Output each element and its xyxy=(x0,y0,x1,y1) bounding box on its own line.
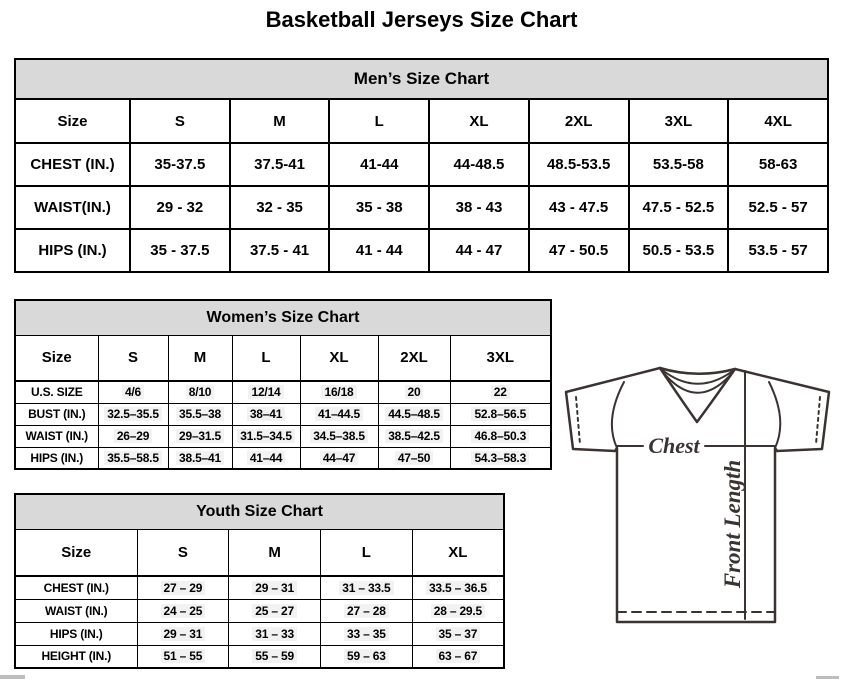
cell-value xyxy=(450,447,551,469)
cell-value xyxy=(450,381,551,403)
column-header: Size xyxy=(15,335,98,381)
mens-size-table xyxy=(14,58,829,273)
row-label: U.S. SIZE xyxy=(15,381,98,403)
cell-value xyxy=(412,622,504,645)
cell-value-text: 54.3–58.3 xyxy=(471,451,529,465)
cell-value xyxy=(529,186,629,229)
cell-value-text: 47.5 - 52.5 xyxy=(642,199,715,216)
column-header: 2XL xyxy=(378,335,450,381)
cell-value xyxy=(728,186,828,229)
row-label: HIPS (IN.) xyxy=(15,229,130,272)
cell-value-text: 8/10 xyxy=(186,385,215,399)
cell-value-text: 44-48.5 xyxy=(453,156,505,173)
cell-value xyxy=(137,622,229,645)
cell-value xyxy=(300,403,378,425)
cell-value xyxy=(98,381,168,403)
cell-value xyxy=(168,403,232,425)
cell-value xyxy=(429,143,529,186)
cell-value-text: 44 - 47 xyxy=(455,242,503,259)
table-row xyxy=(15,425,551,447)
row-label: WAIST (IN.) xyxy=(15,599,137,622)
cell-value-text: 32.5–35.5 xyxy=(104,407,162,421)
cell-value-text: 27 – 28 xyxy=(344,604,389,618)
cell-value xyxy=(232,425,300,447)
table-row xyxy=(15,576,504,599)
column-header: M xyxy=(168,335,232,381)
cell-value xyxy=(130,186,230,229)
cell-value-text: 47–50 xyxy=(395,451,433,465)
cell-value xyxy=(629,229,729,272)
cell-value xyxy=(321,622,413,645)
row-label: HEIGHT (IN.) xyxy=(15,645,137,668)
table-row xyxy=(15,645,504,668)
cell-value xyxy=(230,229,330,272)
cell-value xyxy=(529,143,629,186)
row-label: CHEST (IN.) xyxy=(15,143,130,186)
jersey-measurement-diagram xyxy=(558,362,840,674)
cell-value xyxy=(412,599,504,622)
cell-value xyxy=(98,403,168,425)
cell-value xyxy=(229,622,321,645)
cell-value xyxy=(321,576,413,599)
cell-value-text: 29 – 31 xyxy=(252,581,297,595)
column-header: 3XL xyxy=(629,99,729,143)
cell-value-text: 33.5 – 36.5 xyxy=(426,581,490,595)
cell-value-text: 38.5–41 xyxy=(176,451,224,465)
cell-value-text: 29 – 31 xyxy=(161,627,206,641)
cell-value xyxy=(232,447,300,469)
cell-value xyxy=(130,229,230,272)
cell-value-text: 33 – 35 xyxy=(344,627,389,641)
cell-value-text: 51 – 55 xyxy=(161,649,206,663)
cell-value xyxy=(728,229,828,272)
table-title: Youth Size Chart xyxy=(15,494,504,529)
cell-value xyxy=(232,403,300,425)
cell-value-text: 12/14 xyxy=(248,385,283,399)
column-header: XL xyxy=(412,529,504,576)
table-row xyxy=(15,143,828,186)
cell-value-text: 55 – 59 xyxy=(252,649,297,663)
cell-value-text: 52.8–56.5 xyxy=(471,407,529,421)
cell-value-text: 37.5-41 xyxy=(254,156,305,173)
column-header: S xyxy=(130,99,230,143)
page-title: Basketball Jerseys Size Chart xyxy=(265,7,578,32)
table-title: Men’s Size Chart xyxy=(15,59,828,99)
cell-value-text: 35.5–38 xyxy=(176,407,224,421)
column-header: L xyxy=(329,99,429,143)
cell-value-text: 35 - 38 xyxy=(355,199,403,216)
cell-value-text: 24 – 25 xyxy=(161,604,206,618)
chest-label: Chest xyxy=(648,433,700,458)
cell-value-text: 52.5 - 57 xyxy=(748,199,808,216)
cell-value xyxy=(98,425,168,447)
cell-value xyxy=(629,143,729,186)
cell-value-text: 50.5 - 53.5 xyxy=(642,242,715,259)
cell-value-text: 20 xyxy=(405,385,424,399)
cell-value-text: 28 – 29.5 xyxy=(431,604,485,618)
cell-value-text: 44.5–48.5 xyxy=(385,407,443,421)
column-header: S xyxy=(98,335,168,381)
cell-value xyxy=(321,599,413,622)
cell-value-text: 31.5–34.5 xyxy=(237,429,295,443)
cell-value xyxy=(232,381,300,403)
cell-value-text: 53.5-58 xyxy=(652,156,704,173)
cell-value-text: 35-37.5 xyxy=(154,156,206,173)
cell-value-text: 35 – 37 xyxy=(436,627,481,641)
cell-value-text: 38.5–42.5 xyxy=(385,429,443,443)
cell-value xyxy=(300,381,378,403)
cell-value xyxy=(168,381,232,403)
cell-value-text: 48.5-53.5 xyxy=(546,156,611,173)
cell-value xyxy=(229,645,321,668)
cell-value xyxy=(378,381,450,403)
cell-value-text: 41 - 44 xyxy=(355,242,403,259)
youth-size-table xyxy=(14,493,505,669)
cell-value xyxy=(300,447,378,469)
column-header: Size xyxy=(15,99,130,143)
cell-value xyxy=(329,186,429,229)
table-row xyxy=(15,229,828,272)
column-header: M xyxy=(229,529,321,576)
cell-value-text: 41–44 xyxy=(247,451,285,465)
column-header: XL xyxy=(300,335,378,381)
cell-value-text: 31 – 33.5 xyxy=(339,581,393,595)
cell-value-text: 29 - 32 xyxy=(156,199,204,216)
column-header: 3XL xyxy=(450,335,551,381)
cell-value xyxy=(230,186,330,229)
cell-value-text: 35 - 37.5 xyxy=(150,242,210,259)
cell-value-text: 38 - 43 xyxy=(455,199,503,216)
cell-value-text: 47 - 50.5 xyxy=(549,242,609,259)
cell-value xyxy=(168,447,232,469)
cell-value xyxy=(329,143,429,186)
column-header: L xyxy=(321,529,413,576)
cell-value-text: 41-44 xyxy=(360,156,399,173)
cell-value xyxy=(378,447,450,469)
cell-value xyxy=(529,229,629,272)
cell-value xyxy=(412,576,504,599)
cell-value-text: 53.5 - 57 xyxy=(748,242,808,259)
cell-value xyxy=(230,143,330,186)
cell-value-text: 41–44.5 xyxy=(315,407,363,421)
cell-value xyxy=(629,186,729,229)
cell-value xyxy=(728,143,828,186)
cell-value xyxy=(329,229,429,272)
cell-value-text: 34.5–38.5 xyxy=(310,429,368,443)
front-length-label: Front Length xyxy=(720,459,745,589)
row-label: WAIST(IN.) xyxy=(15,186,130,229)
cell-value-text: 63 – 67 xyxy=(436,649,481,663)
cell-value xyxy=(429,229,529,272)
row-label: HIPS (IN.) xyxy=(15,447,98,469)
table-row xyxy=(15,403,551,425)
cell-value xyxy=(168,425,232,447)
cell-value-text: 35.5–58.5 xyxy=(104,451,162,465)
column-header: Size xyxy=(15,529,137,576)
cell-value-text: 43 - 47.5 xyxy=(549,199,609,216)
column-header: S xyxy=(137,529,229,576)
cell-value xyxy=(378,403,450,425)
cell-value xyxy=(450,403,551,425)
column-header: L xyxy=(232,335,300,381)
column-header: M xyxy=(230,99,330,143)
cell-value xyxy=(300,425,378,447)
table-row xyxy=(15,447,551,469)
cell-value-text: 59 – 63 xyxy=(344,649,389,663)
cell-value xyxy=(412,645,504,668)
womens-size-table xyxy=(14,299,552,470)
cell-value-text: 22 xyxy=(491,385,510,399)
cell-value xyxy=(450,425,551,447)
cell-value-text: 16/18 xyxy=(321,385,356,399)
table-row xyxy=(15,622,504,645)
cell-value-text: 4/6 xyxy=(122,385,144,399)
cell-value-text: 58-63 xyxy=(758,156,798,173)
cell-value xyxy=(378,425,450,447)
screen-edge-artifact-left xyxy=(0,675,25,679)
cell-value-text: 38–41 xyxy=(247,407,285,421)
cell-value xyxy=(98,447,168,469)
row-label: HIPS (IN.) xyxy=(15,622,137,645)
cell-value-text: 25 – 27 xyxy=(252,604,297,618)
cell-value xyxy=(321,645,413,668)
cell-value-text: 44–47 xyxy=(320,451,358,465)
cell-value xyxy=(137,645,229,668)
row-label: WAIST (IN.) xyxy=(15,425,98,447)
cell-value xyxy=(137,576,229,599)
cell-value xyxy=(130,143,230,186)
cell-value-text: 31 – 33 xyxy=(252,627,297,641)
cell-value-text: 26–29 xyxy=(114,429,152,443)
cell-value-text: 46.8–50.3 xyxy=(471,429,529,443)
column-header: 2XL xyxy=(529,99,629,143)
row-label: BUST (IN.) xyxy=(15,403,98,425)
row-label: CHEST (IN.) xyxy=(15,576,137,599)
column-header: XL xyxy=(429,99,529,143)
cell-value xyxy=(429,186,529,229)
cell-value xyxy=(137,599,229,622)
table-title: Women’s Size Chart xyxy=(15,300,551,335)
cell-value xyxy=(229,599,321,622)
column-header: 4XL xyxy=(728,99,828,143)
cell-value-text: 27 – 29 xyxy=(161,581,206,595)
cell-value xyxy=(229,576,321,599)
cell-value-text: 29–31.5 xyxy=(176,429,224,443)
cell-value-text: 32 - 35 xyxy=(256,199,303,216)
table-row xyxy=(15,186,828,229)
table-row xyxy=(15,599,504,622)
jersey-outline xyxy=(566,368,829,622)
table-row xyxy=(15,381,551,403)
cell-value-text: 37.5 - 41 xyxy=(249,242,310,259)
